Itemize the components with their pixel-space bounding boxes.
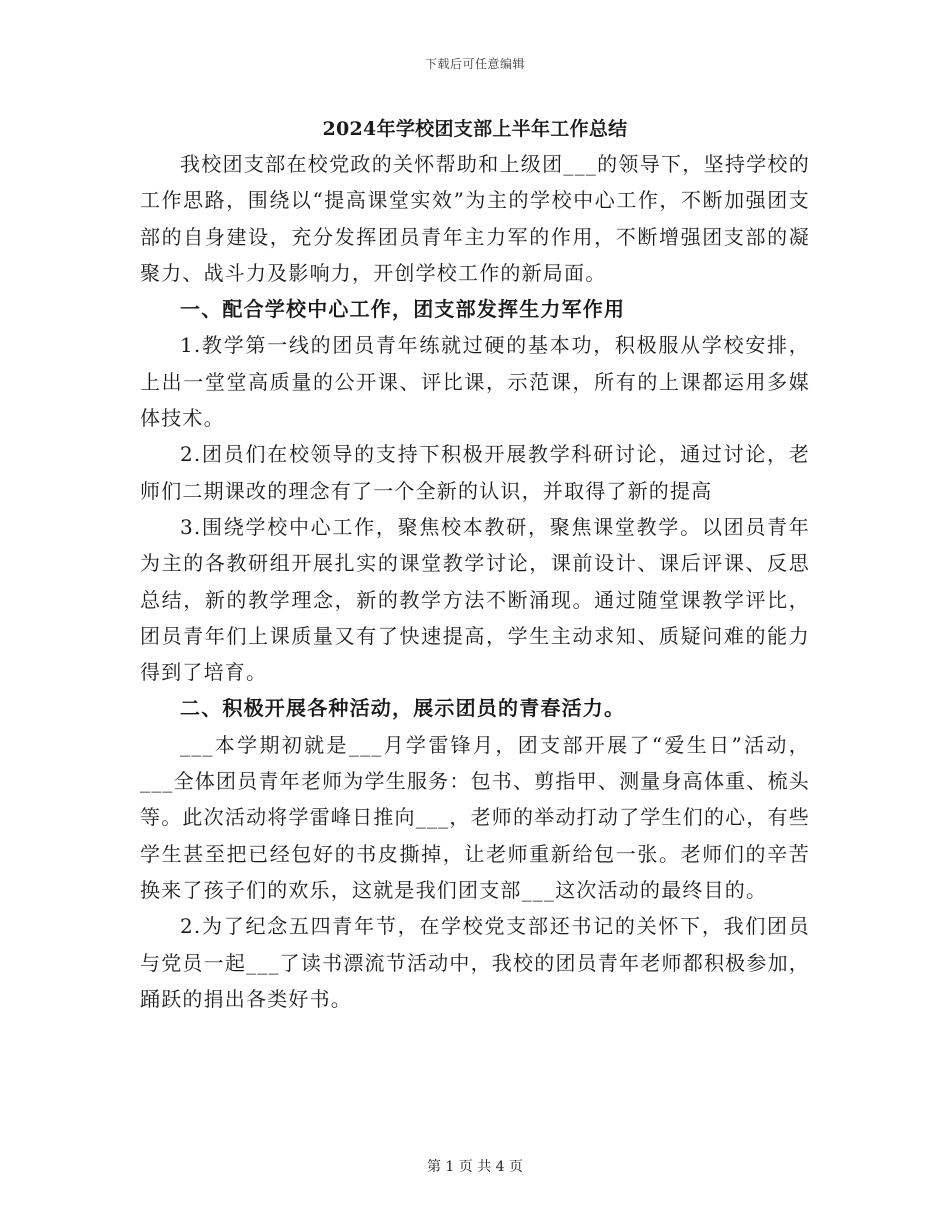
page-footer: 第 1 页 共 4 页 xyxy=(426,1159,524,1175)
section1-item: 2.团员们在校领导的支持下积极开展教学科研讨论，通过讨论，老师们二期课改的理念有了一个全新的认识，并取得了新的提高 xyxy=(140,442,810,503)
section2-heading: 二、积极开展各种活动，展示团员的青春活力。 xyxy=(180,696,626,721)
section2-item: 2.为了纪念五四青年节，在学校党支部还书记的关怀下，我们团员与党员一起___了读书漂流节活动中，我校的团员青年老师都积极参加，踊跃的捐出各类好书。 xyxy=(140,914,810,1011)
document-body xyxy=(140,112,810,1017)
section2-item: ___本学期初就是___月学雷锋月，团支部开展了“爱生日”活动，___全体团员青年老师为学生服务：包书、剪指甲、测量身高体重、梳头等。此次活动将学雷峰日推向___，老师的举动打动了学生们的心，有些学生甚至把已经包好的书皮撕掉，让老师重新给包一张。老师们的辛苦换来了孩子们的欢乐，这就是我们团支部___这次活动的最终目的。 xyxy=(140,732,810,902)
header-note: 下载后可任意编辑 xyxy=(424,57,525,71)
section1-item: 1.教学第一线的团员青年练就过硬的基本功，积极服从学校安排，上出一堂堂高质量的公开课、评比课，示范课，所有的上课都运用多媒体技术。 xyxy=(140,333,810,431)
section1-heading: 一、配合学校中心工作，团支部发挥生力军作用 xyxy=(180,297,626,322)
intro-paragraph: 我校团支部在校党政的关怀帮助和上级团___的领导下，坚持学校的工作思路，围绕以“提高课堂实效”为主的学校中心工作，不断加强团支部的自身建设，充分发挥团员青年主力军的作用，不断增强团支部的凝聚力、战斗力及影响力，开创学校工作的新局面。 xyxy=(140,152,810,285)
section1-item: 3.围绕学校中心工作，聚焦校本教研，聚焦课堂教学。以团员青年为主的各教研组开展扎实的课堂教学讨论，课前设计、课后评课、反思总结，新的教学理念，新的教学方法不断涌现。通过随堂课教学评比，团员青年们上课质量又有了快速提高，学生主动求知、质疑问难的能力得到了培育。 xyxy=(140,514,810,685)
document-title: 2024年学校团支部上半年工作总结 xyxy=(322,118,628,140)
